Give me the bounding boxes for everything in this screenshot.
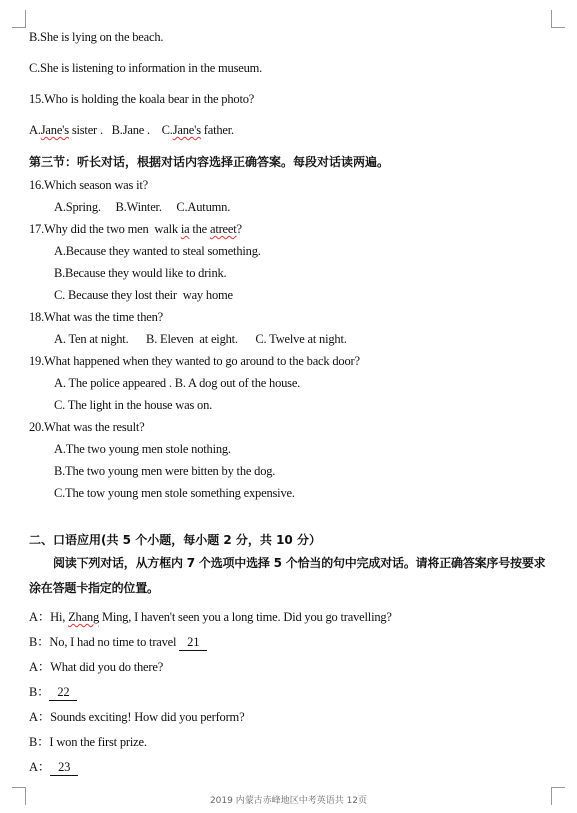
question-17-option-c: C. Because they lost their way home	[54, 288, 233, 302]
dialogue-line: B：I won the first prize.	[29, 735, 147, 749]
question-15-options	[29, 123, 234, 138]
answer-blank: 21	[179, 635, 207, 651]
question-19: 19.What happened when they wanted to go around to the back door?	[29, 354, 360, 368]
answer-blank: 23	[50, 760, 78, 776]
spellcheck-word: Jane's	[172, 123, 201, 137]
text-fragment: A：Hi,	[29, 610, 69, 624]
spellcheck-word: atreet	[209, 222, 237, 236]
text-fragment: A.	[29, 123, 41, 137]
dialogue-line	[29, 632, 207, 651]
text-fragment: 17.Why did the two men walk	[29, 222, 181, 236]
page-footer: 2019 内蒙古赤峰地区中考英语共 12页	[209, 796, 368, 806]
text-fragment: sister . B.Jane . C.	[68, 123, 173, 137]
instructions: 阅读下列对话，从方框内 7 个选项中选择 5 个恰当的句中完成对话。请将正确答案序号按要求涂在答题卡指定的位置。	[29, 556, 546, 595]
question-15: 15.Who is holding the koala bear in the photo?	[29, 92, 255, 106]
question-20-option-b: B.The two young men were bitten by the dog.	[54, 464, 276, 478]
question-18: 18.What was the time then?	[29, 310, 163, 324]
question-18-options: A. Ten at night. B. Eleven at eight. C. Twelve at night.	[54, 332, 347, 346]
question-20-option-c: C.The tow young men stole something expensive.	[54, 486, 295, 500]
text-fragment: the	[189, 222, 210, 236]
spellcheck-word: Zhang	[68, 610, 100, 624]
question-19-options-ab: A. The police appeared . B. A dog out of the house.	[54, 376, 301, 390]
text-fragment: B：	[29, 685, 50, 699]
dialogue-line	[29, 682, 77, 701]
question-16: 16.Which season was it?	[29, 178, 148, 192]
spellcheck-word: ia	[180, 222, 190, 236]
dialogue-line	[29, 757, 78, 776]
question-17-option-a: A.Because they wanted to steal something.	[54, 244, 261, 258]
text-fragment: A：	[29, 760, 51, 774]
crop-mark-top-left	[12, 10, 26, 28]
question-17	[29, 222, 242, 237]
question-16-options: A.Spring. B.Winter. C.Autumn.	[54, 200, 231, 214]
question-20: 20.What was the result?	[29, 420, 145, 434]
dialogue-line	[29, 607, 392, 625]
dialogue-line: A：What did you do there?	[29, 660, 164, 674]
text-fragment: father.	[200, 123, 234, 137]
text-fragment: B：No, I had no time to travel	[29, 635, 180, 649]
dialogue-line: A：Sounds exciting! How did you perform?	[29, 710, 245, 724]
question-19-option-c: C. The light in the house was on.	[54, 398, 213, 412]
part-heading: 二、口语应用(共 5 个小题，每小题 2 分，共 10 分）	[29, 533, 321, 547]
question-20-option-a: A.The two young men stole nothing.	[54, 442, 231, 456]
text-fragment: Ming, I haven't seen you a long time. Did you go travelling?	[99, 610, 392, 624]
text-fragment: ?	[236, 222, 242, 236]
crop-mark-top-right	[551, 10, 565, 28]
question-17-option-b: B.Because they would like to drink.	[54, 266, 227, 280]
section-heading: 第三节：听长对话，根据对话内容选择正确答案。每段对话读两遍。	[29, 155, 390, 169]
answer-blank: 22	[49, 685, 77, 701]
spellcheck-word: Jane's	[40, 123, 69, 137]
option-line: B.She is lying on the beach.	[29, 30, 164, 44]
option-line: C.She is listening to information in the museum.	[29, 61, 263, 75]
